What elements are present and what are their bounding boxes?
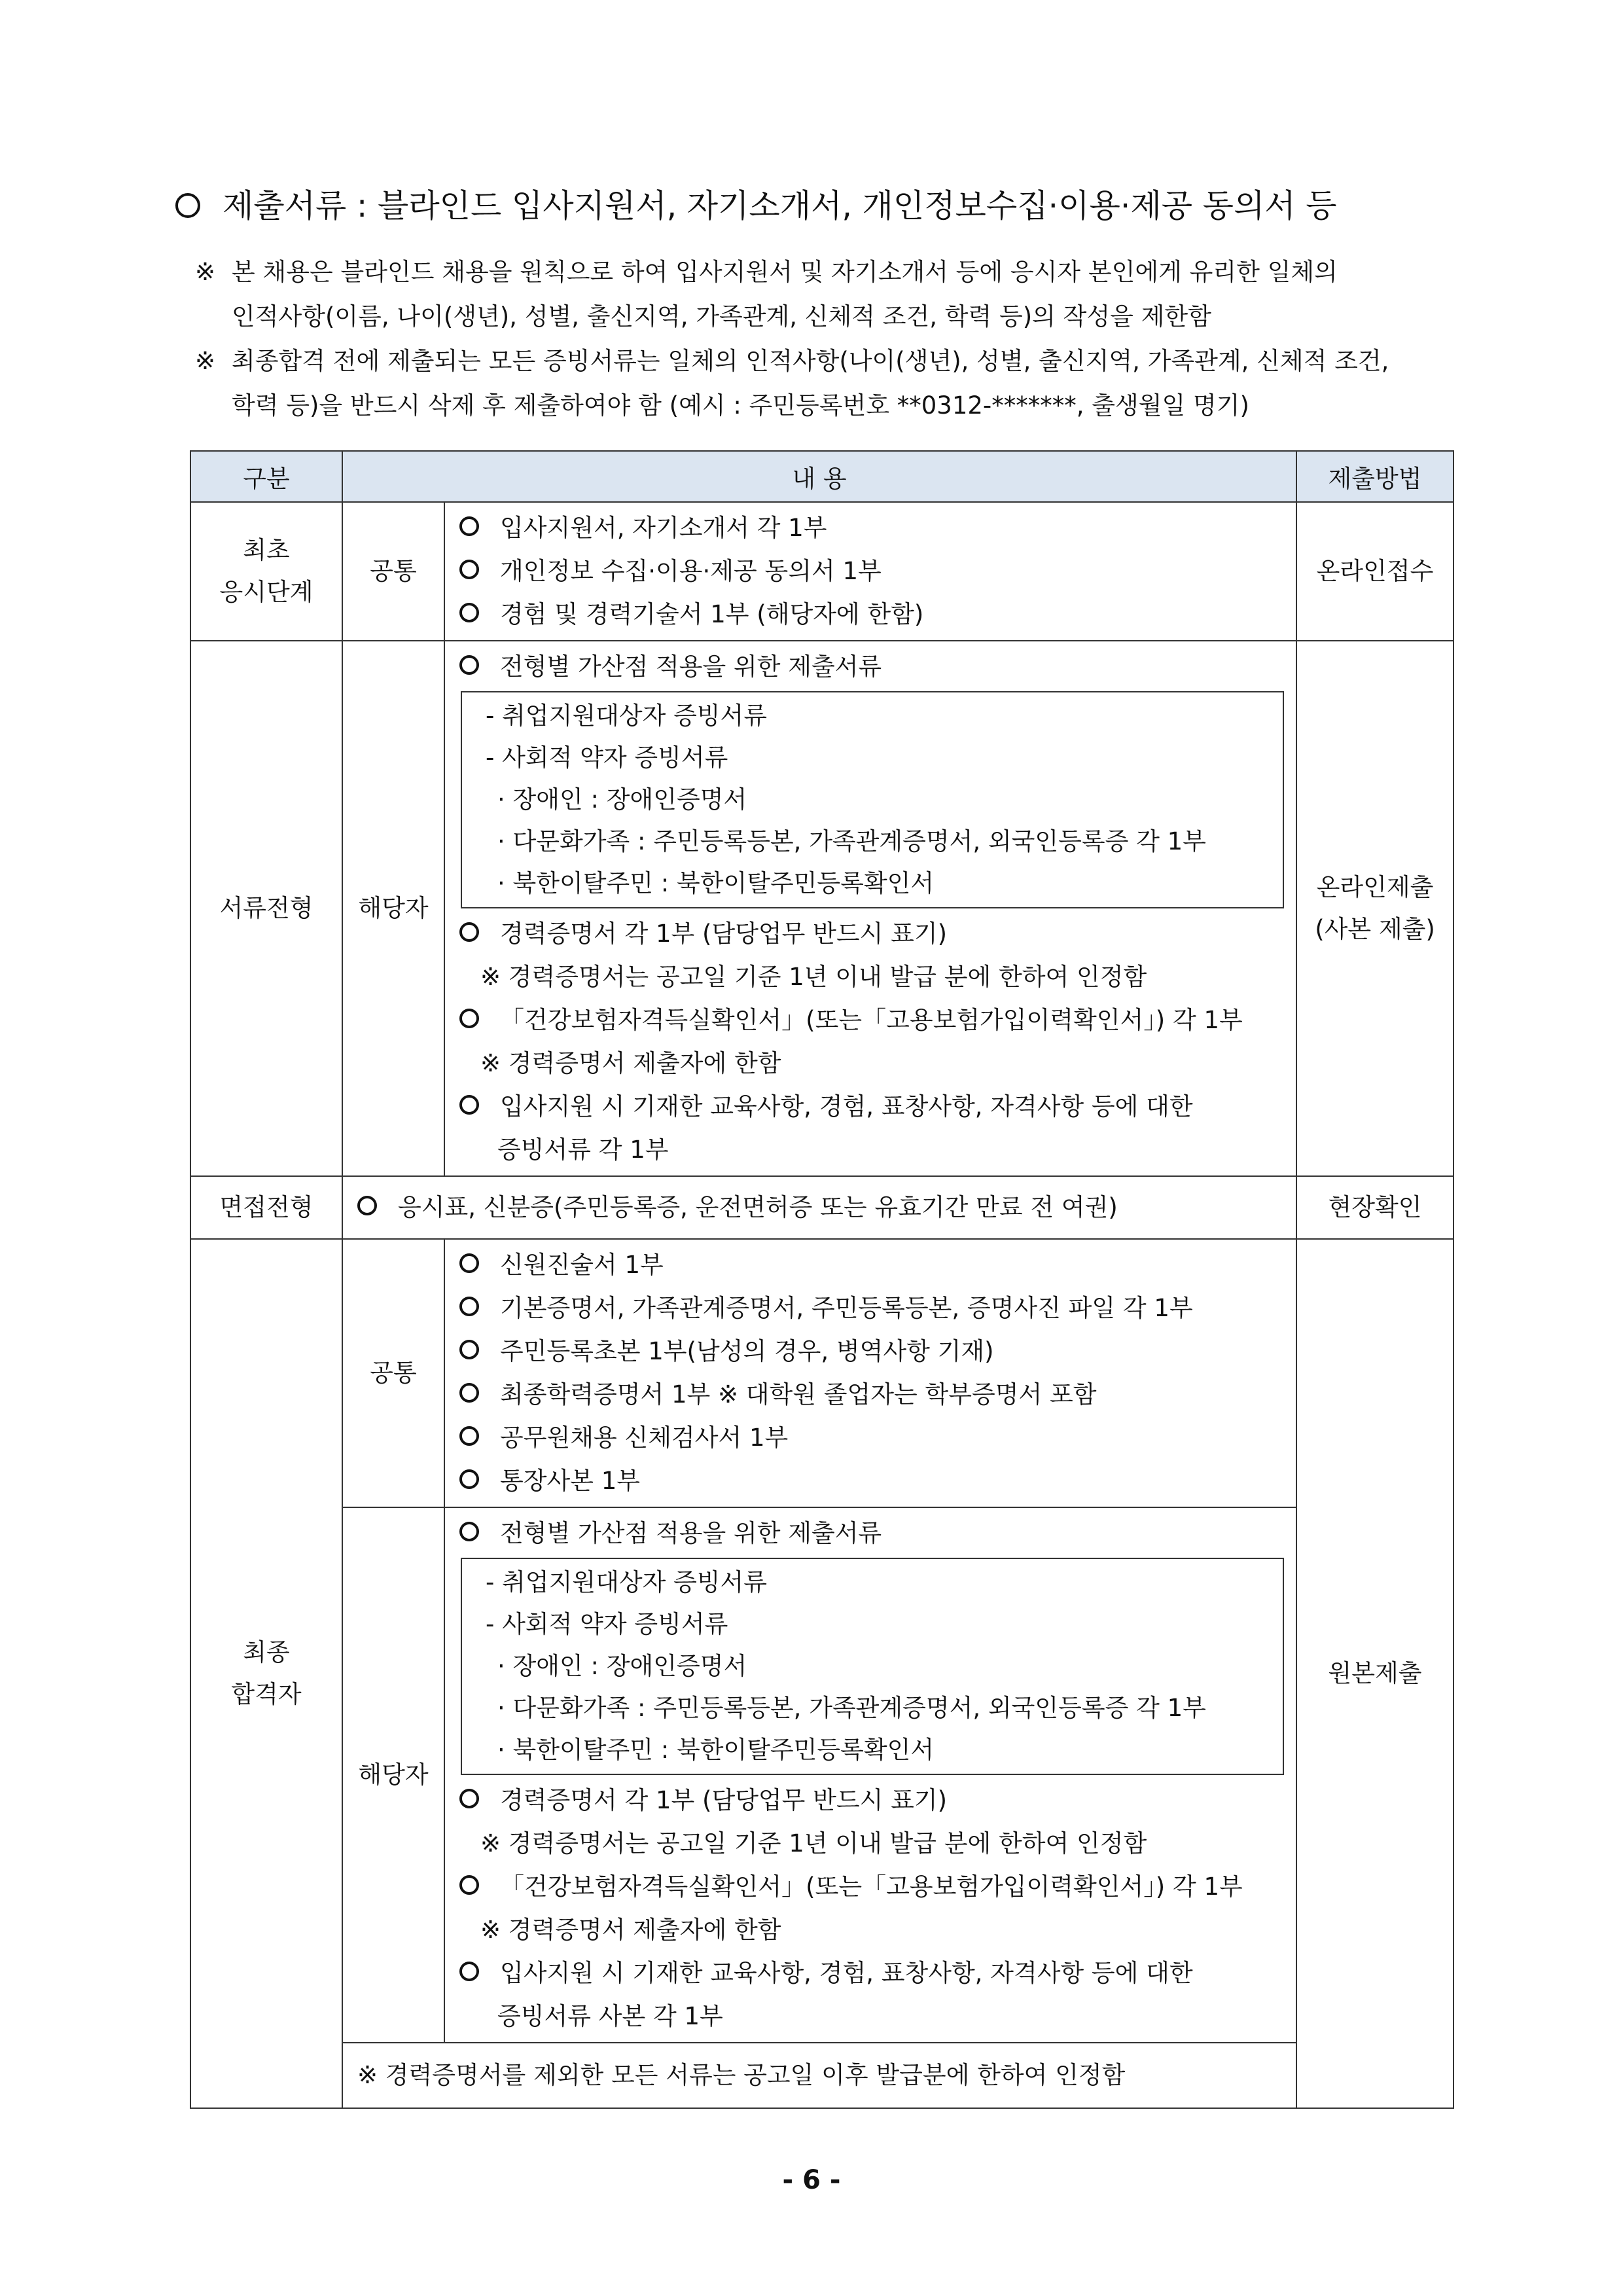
circle-bullet-icon: [459, 603, 479, 622]
circle-bullet-icon: [459, 1383, 479, 1403]
circle-bullet-icon: [459, 922, 479, 942]
note-line: 최종합격 전에 제출되는 모든 증빙서류는 일체의 인적사항(나이(생년), 성별, 출신지역, 가족관계, 신체적 조건,: [232, 347, 1389, 375]
circle-bullet-icon: [459, 1522, 479, 1541]
list-item: 통장사본 1부: [500, 1467, 641, 1495]
list-item: 입사지원서, 자기소개서 각 1부: [500, 514, 827, 542]
note-blind: [195, 250, 1501, 339]
note-line: 인적사항(이름, 나이(생년), 성별, 출신지역, 가족관계, 신체적 조건, 학력 등)의 작성을 제한함: [232, 302, 1211, 331]
method-line: (사본 제출): [1315, 915, 1435, 943]
footnote-text: ※ 경력증명서를 제외한 모든 서류는 공고일 이후 발급분에 한하여 인정함: [357, 2061, 1126, 2089]
list-item: 신원진술서 1부: [500, 1251, 664, 1279]
note-personal-info: [195, 339, 1501, 428]
table-header-row: [190, 451, 1454, 502]
content-final-common: [444, 1239, 1296, 1507]
list-item: 경력증명서 각 1부 (담당업무 반드시 표기): [500, 1786, 948, 1814]
list-note: ※ 경력증명서 제출자에 한함: [480, 1049, 781, 1077]
list-item: 기본증명서, 가족관계증명서, 주민등록등본, 증명사진 파일 각 1부: [500, 1294, 1193, 1322]
sub-applicable: 해당자: [342, 1507, 444, 2043]
list-note: ※ 경력증명서 제출자에 한함: [480, 1916, 781, 1944]
stage-initial: [190, 502, 342, 641]
box-line: · 장애인 : 장애인증명서: [497, 1652, 747, 1680]
list-item: 주민등록초본 1부(남성의 경우, 병역사항 기재): [500, 1337, 994, 1365]
row-document-screening: [190, 641, 1454, 1176]
circle-bullet-icon: [175, 193, 200, 218]
method-line: 온라인제출: [1316, 873, 1434, 901]
note-line: 학력 등)을 반드시 삭제 후 제출하여야 함 (예시 : 주민등록번호 **0312-*******, 출생월일 명기): [232, 391, 1249, 420]
row-final-applicable: [190, 1507, 1454, 2043]
method-interview: 현장확인: [1296, 1176, 1454, 1239]
box-line: · 다문화가족 : 주민등록등본, 가족관계증명서, 외국인등록증 각 1부: [497, 827, 1206, 855]
list-item: 전형별 가산점 적용을 위한 제출서류: [500, 653, 882, 681]
list-item: 경험 및 경력기술서 1부 (해당자에 한함): [500, 600, 924, 628]
method-initial: 온라인접수: [1296, 502, 1454, 641]
list-item: 「건강보험자격득실확인서」(또는「고용보험가입이력확인서」) 각 1부: [500, 1873, 1243, 1901]
header-method: 제출방법: [1296, 451, 1454, 502]
circle-bullet-icon: [459, 1426, 479, 1446]
box-line: - 취업지원대상자 증빙서류: [486, 1568, 768, 1596]
sub-common: 공통: [342, 502, 444, 641]
stage-label-line: 합격자: [231, 1680, 302, 1708]
circle-bullet-icon: [459, 1469, 479, 1489]
content-final-applicable: [444, 1507, 1296, 2043]
sub-applicable: 해당자: [342, 641, 444, 1176]
circle-bullet-icon: [459, 1340, 479, 1359]
stage-label-line: 응시단계: [219, 578, 313, 606]
row-final-common: [190, 1239, 1454, 1507]
stage-label-line: 최종: [243, 1638, 290, 1666]
bonus-documents-box: [461, 691, 1284, 908]
list-item: 공무원채용 신체검사서 1부: [500, 1424, 789, 1452]
circle-bullet-icon: [459, 560, 479, 579]
circle-bullet-icon: [459, 1297, 479, 1316]
row-initial-stage: [190, 502, 1454, 641]
circle-bullet-icon: [459, 1962, 479, 1981]
stage-label-line: 최초: [243, 536, 290, 564]
note-line: 본 채용은 블라인드 채용을 원칙으로 하여 입사지원서 및 자기소개서 등에 응시자 본인에게 유리한 일체의: [232, 258, 1338, 286]
bonus-documents-box: [461, 1558, 1284, 1775]
section-title: [175, 183, 1471, 229]
row-final-footnote: [190, 2043, 1454, 2108]
box-line: - 사회적 약자 증빙서류: [486, 1610, 728, 1638]
header-category: 구분: [190, 451, 342, 502]
list-item: 개인정보 수집·이용·제공 동의서 1부: [500, 557, 882, 585]
section-title-text: 제출서류 : 블라인드 입사지원서, 자기소개서, 개인정보수집·이용·제공 동의서 등: [223, 187, 1337, 224]
list-item: 응시표, 신분증(주민등록증, 운전면허증 또는 유효기간 만료 전 여권): [398, 1193, 1118, 1221]
list-item-continued: 증빙서류 사본 각 1부: [497, 2002, 723, 2030]
content-document: [444, 641, 1296, 1176]
circle-bullet-icon: [459, 1789, 479, 1808]
box-line: · 북한이탈주민 : 북한이탈주민등록확인서: [497, 1736, 935, 1764]
list-note: ※ 경력증명서는 공고일 기준 1년 이내 발급 분에 한하여 인정함: [480, 1829, 1147, 1857]
content-interview: [342, 1176, 1296, 1239]
content-final-footnote: [342, 2043, 1296, 2108]
content-initial: [444, 502, 1296, 641]
list-item: 경력증명서 각 1부 (담당업무 반드시 표기): [500, 920, 948, 948]
list-item: 전형별 가산점 적용을 위한 제출서류: [500, 1519, 882, 1547]
box-line: · 다문화가족 : 주민등록등본, 가족관계증명서, 외국인등록증 각 1부: [497, 1694, 1206, 1722]
list-item: 최종학력증명서 1부 ※ 대학원 졸업자는 학부증명서 포함: [500, 1380, 1097, 1408]
reference-mark: ※: [195, 347, 216, 375]
stage-document: 서류전형: [190, 641, 342, 1176]
list-item-continued: 증빙서류 각 1부: [497, 1136, 669, 1164]
circle-bullet-icon: [459, 516, 479, 536]
circle-bullet-icon: [459, 655, 479, 675]
method-final: 원본제출: [1296, 1239, 1454, 2108]
list-item: 입사지원 시 기재한 교육사항, 경험, 표창사항, 자격사항 등에 대한: [500, 1959, 1193, 1987]
box-line: - 사회적 약자 증빙서류: [486, 744, 728, 772]
box-line: - 취업지원대상자 증빙서류: [486, 702, 768, 730]
list-item: 「건강보험자격득실확인서」(또는「고용보험가입이력확인서」) 각 1부: [500, 1006, 1243, 1034]
circle-bullet-icon: [459, 1875, 479, 1895]
circle-bullet-icon: [459, 1095, 479, 1115]
header-content: 내 용: [342, 451, 1296, 502]
circle-bullet-icon: [459, 1253, 479, 1273]
row-interview: [190, 1176, 1454, 1239]
box-line: · 북한이탈주민 : 북한이탈주민등록확인서: [497, 869, 935, 897]
page-number: - 6 -: [782, 2165, 841, 2195]
list-item: 입사지원 시 기재한 교육사항, 경험, 표창사항, 자격사항 등에 대한: [500, 1092, 1193, 1121]
method-document: [1296, 641, 1454, 1176]
sub-common: 공통: [342, 1239, 444, 1507]
documents-table: [190, 450, 1454, 2109]
stage-final: [190, 1239, 342, 2108]
list-note: ※ 경력증명서는 공고일 기준 1년 이내 발급 분에 한하여 인정함: [480, 963, 1147, 991]
circle-bullet-icon: [357, 1196, 377, 1215]
circle-bullet-icon: [459, 1009, 479, 1028]
reference-mark: ※: [195, 258, 216, 286]
box-line: · 장애인 : 장애인증명서: [497, 785, 747, 814]
stage-interview: 면접전형: [190, 1176, 342, 1239]
